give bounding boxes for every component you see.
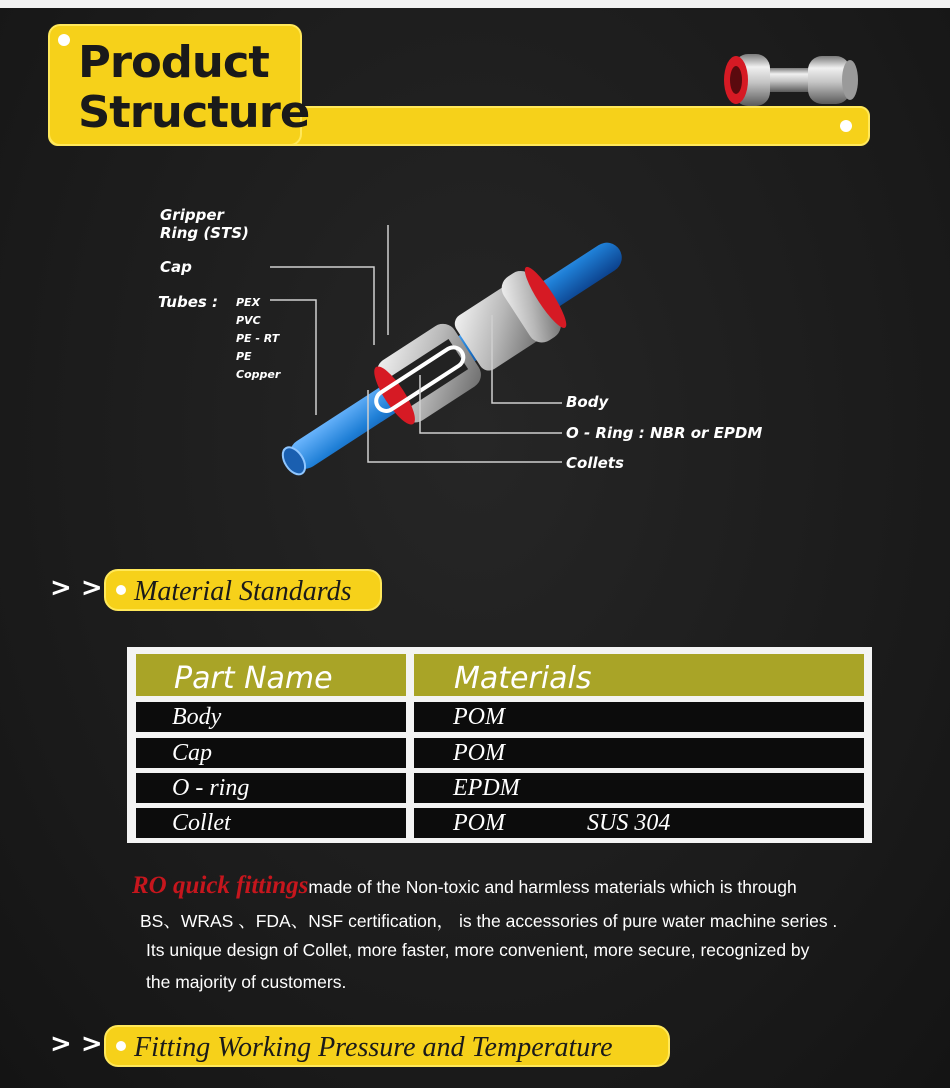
tube-type-item: PE [236, 350, 252, 363]
description-text: made of the Non-toxic and harmless materials which is through [308, 877, 797, 897]
cell-text: POM [453, 704, 505, 730]
page-title [78, 38, 309, 138]
header-dot [840, 120, 852, 132]
label-gripper-line1: Gripper [160, 206, 224, 224]
label-o-ring: O - Ring : NBR or EPDM [566, 424, 763, 442]
pill-dot [116, 585, 126, 595]
header-dot [58, 34, 70, 46]
description-line: the majority of customers. [146, 972, 347, 992]
materials-table [127, 647, 872, 843]
section-chevrons: > > [50, 1029, 103, 1059]
section-title-material-standards: Material Standards [134, 576, 352, 607]
section-pill-material-standards [104, 569, 382, 611]
label-body: Body [566, 393, 609, 411]
label-cap: Cap [160, 258, 192, 276]
table-header-materials [414, 654, 864, 696]
header-text: Part Name [174, 661, 333, 696]
description-line: Its unique design of Collet, more faster, more convenient, more secure, recognized by [146, 940, 810, 960]
description-line: BS、WRAS 、FDA、NSF certification， is the accessories of pure water machine series . [140, 911, 838, 931]
page-title-line2: Structure [78, 87, 310, 138]
cell-text: Body [172, 704, 222, 730]
cell-text-extra: SUS 304 [587, 810, 671, 836]
top-border [0, 0, 950, 8]
table-cell-material [414, 702, 864, 732]
cell-text: POM [453, 740, 505, 766]
tube-type-item: Copper [236, 368, 281, 381]
section-pill-pressure-temperature [104, 1025, 670, 1067]
cell-text: O - ring [172, 775, 250, 801]
section-chevrons: > > [50, 573, 103, 603]
table-header-part-name [136, 654, 406, 696]
table-cell-material [414, 738, 864, 768]
tube-type-item: PE - RT [236, 332, 280, 345]
label-collets: Collets [566, 454, 624, 472]
table-cell-part [136, 702, 406, 732]
cell-text: Collet [172, 810, 231, 836]
page-title-line1: Product [78, 37, 269, 88]
cell-text: EPDM [453, 775, 520, 801]
header-text: Materials [454, 661, 592, 696]
label-gripper-ring [160, 206, 249, 242]
tube-type-item: PEX [236, 296, 261, 309]
brand-name: RO quick fittings [132, 872, 309, 899]
cell-text: Cap [172, 740, 213, 766]
cell-text: POM [453, 810, 505, 836]
fitting-product-image [720, 50, 865, 110]
table-cell-part [136, 808, 406, 838]
section-title-pressure-temperature: Fitting Working Pressure and Temperature [134, 1032, 613, 1063]
tube-type-item: PVC [236, 314, 261, 327]
description-line [132, 872, 797, 900]
table-cell-part [136, 773, 406, 803]
label-tubes: Tubes : [158, 293, 219, 311]
table-cell-part [136, 738, 406, 768]
pill-dot [116, 1041, 126, 1051]
table-cell-material [414, 808, 864, 838]
table-cell-material [414, 773, 864, 803]
label-gripper-line2: Ring (STS) [160, 224, 249, 242]
